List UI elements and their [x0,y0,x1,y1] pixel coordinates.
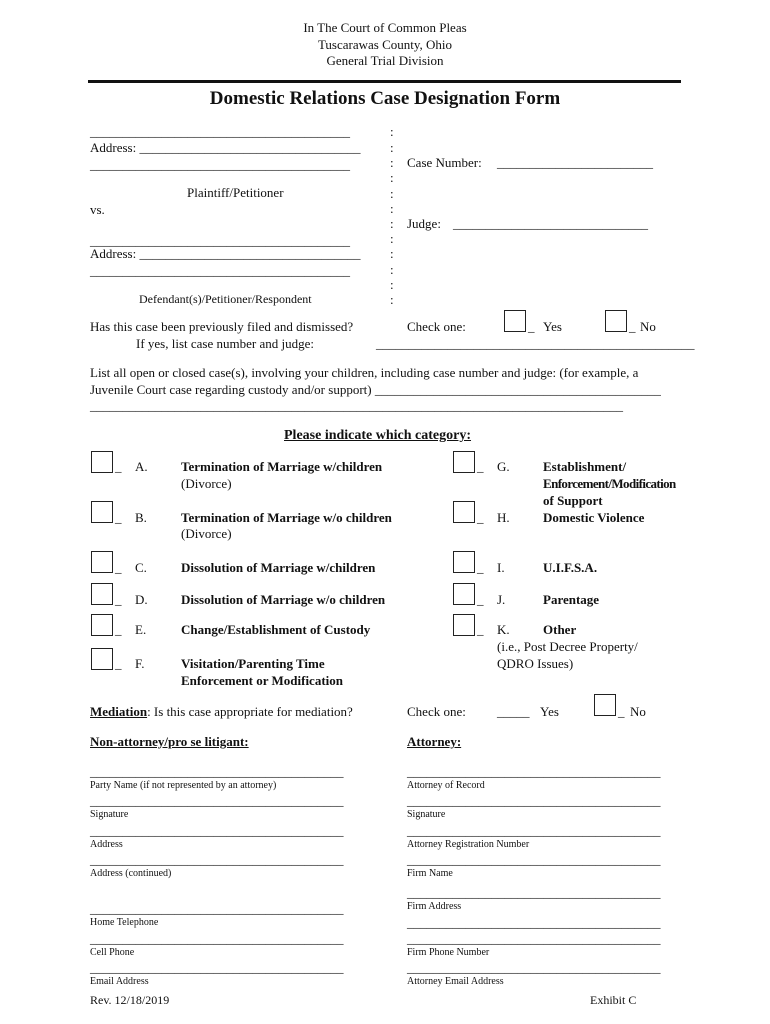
category-a-label: Termination of Marriage w/children [181,459,383,474]
category-b-blank: _ [115,510,122,525]
caption-colon: : [390,140,394,155]
plaintiff-label: Plaintiff/Petitioner [187,185,284,200]
category-g-checkbox[interactable] [453,451,475,473]
category-c-blank: _ [115,560,122,575]
mediation-no-label: No [630,704,646,719]
caption-colon: : [390,262,394,277]
category-f-checkbox[interactable] [91,648,113,670]
judge-field[interactable]: ______________________________ [453,216,648,231]
plaintiff-address-field[interactable]: Address: __________________________________ [90,140,361,155]
header-rule [88,80,681,83]
form-title: Domestic Relations Case Designation Form [209,88,561,109]
attorney-email-line[interactable]: _______________________________________ [407,960,661,975]
category-j-blank: _ [477,592,484,607]
firm-address-line2[interactable]: _______________________________________ [407,915,661,930]
party-signature-line[interactable]: _______________________________________ [90,793,344,808]
party-home-telephone-label: Home Telephone [90,917,159,928]
pro-se-heading: Non-attorney/pro se litigant: [90,734,249,749]
mediation-question-text: : Is this case appropriate for mediation? [147,704,353,719]
caption-colon: : [390,186,394,201]
prior-case-no-checkbox[interactable] [605,310,627,332]
caption-colon: : [390,170,394,185]
firm-name-line[interactable]: _______________________________________ [407,852,661,867]
plaintiff-name-field[interactable]: ________________________________________ [90,124,350,139]
category-a-checkbox[interactable] [91,451,113,473]
prior-case-no-label: No [640,319,656,334]
category-f-label: Visitation/Parenting Time [181,656,325,671]
case-number-field[interactable]: ________________________ [497,155,653,170]
party-cell-phone-line[interactable]: _______________________________________ [90,931,344,946]
prior-case-details-field[interactable]: _________________________________________________ [376,336,695,351]
mediation-no-checkbox[interactable] [594,694,616,716]
category-e-checkbox[interactable] [91,614,113,636]
firm-name-label: Firm Name [407,868,453,879]
category-d-blank: _ [115,592,122,607]
category-c-checkbox[interactable] [91,551,113,573]
category-b-label: Termination of Marriage w/o children [181,510,392,525]
attorney-signature-label: Signature [407,809,446,820]
category-b-checkbox[interactable] [91,501,113,523]
category-heading: Please indicate which category: [284,428,472,443]
attorney-of-record-label: Attorney of Record [407,780,485,791]
defendant-name-field[interactable]: ________________________________________ [90,233,350,248]
attorney-heading: Attorney: [407,734,462,749]
category-k-blank: _ [477,622,484,637]
category-e-blank: _ [115,622,122,637]
defendant-address-line2-field[interactable]: ________________________________________ [90,263,350,278]
category-b-sub: (Divorce) [181,526,232,541]
caption-colon: : [390,216,394,231]
category-d-checkbox[interactable] [91,583,113,605]
category-f-sub: Enforcement or Modification [181,673,343,688]
category-d-label: Dissolution of Marriage w/o children [181,592,386,607]
judge-label: Judge: [407,216,441,231]
category-h-blank: _ [477,510,484,525]
prior-case-if-yes-label: If yes, list case number and judge: [136,336,314,351]
category-k-checkbox[interactable] [453,614,475,636]
category-g-label-line2: Enforcement/Modification [543,476,676,491]
attorney-of-record-line[interactable]: _______________________________________ [407,764,661,779]
division-name: General Trial Division [326,53,444,68]
firm-phone-line[interactable]: _______________________________________ [407,931,661,946]
category-e-label: Change/Establishment of Custody [181,622,371,637]
party-home-telephone-line[interactable]: _______________________________________ [90,901,344,916]
party-name-line[interactable]: _______________________________________ [90,764,344,779]
category-i-checkbox[interactable] [453,551,475,573]
county-name: Tuscarawas County, Ohio [317,37,453,52]
firm-phone-label: Firm Phone Number [407,947,490,958]
category-j-checkbox[interactable] [453,583,475,605]
category-k-letter: K. [497,622,510,637]
case-number-label: Case Number: [407,155,482,170]
category-a-letter: A. [135,459,148,474]
list-cases-field[interactable]: __________________________________________________________________________________ [90,398,623,413]
caption-colon: : [390,292,394,307]
attorney-email-label: Attorney Email Address [407,976,504,987]
prior-case-yes-checkbox[interactable] [504,310,526,332]
party-cell-phone-label: Cell Phone [90,947,135,958]
party-address-label: Address [90,839,123,850]
prior-case-check-one: Check one: [407,319,466,334]
list-cases-text-line2[interactable]: Juvenile Court case regarding custody and/or support) ____________________________________________ [90,382,661,397]
category-k-note-line2: QDRO Issues) [497,656,574,671]
revision-date: Rev. 12/18/2019 [90,993,170,1007]
party-address-continued-line[interactable]: _______________________________________ [90,852,344,867]
prior-case-yes-blank: _ [528,319,535,334]
vs-label: vs. [90,202,105,217]
caption-colon: : [390,231,394,246]
firm-address-label: Firm Address [407,901,462,912]
defendant-label: Defendant(s)/Petitioner/Respondent [139,292,312,306]
category-g-blank: _ [477,459,484,474]
exhibit-label: Exhibit C [590,993,637,1007]
category-c-label: Dissolution of Marriage w/children [181,560,376,575]
caption-colon: : [390,155,394,170]
category-k-label: Other [543,622,577,637]
category-c-letter: C. [135,560,147,575]
category-b-letter: B. [135,510,147,525]
caption-colon: : [390,201,394,216]
caption-colon: : [390,246,394,261]
prior-case-question: Has this case been previously filed and dismissed? [90,319,354,334]
firm-address-line[interactable]: _______________________________________ [407,885,661,900]
category-g-letter: G. [497,459,510,474]
caption-colon: : [390,277,394,292]
mediation-check-one: Check one: [407,704,466,719]
category-a-sub: (Divorce) [181,476,232,491]
prior-case-no-blank: _ [629,319,636,334]
category-i-letter: I. [497,560,505,575]
category-f-letter: F. [135,656,145,671]
plaintiff-address-line2-field[interactable]: ________________________________________ [90,157,350,172]
list-cases-text: List all open or closed case(s), involving your children, including case number and judge: (for example, a [90,365,639,380]
party-email-line[interactable]: _______________________________________ [90,960,344,975]
caption-colon: : [390,124,394,139]
category-g-label-line3: of Support [543,493,603,508]
category-e-letter: E. [135,622,147,637]
category-i-label: U.I.F.S.A. [543,560,598,575]
party-email-label: Email Address [90,976,149,987]
category-h-checkbox[interactable] [453,501,475,523]
mediation-label: Mediation [90,704,148,719]
mediation-no-blank: _ [618,704,625,719]
category-h-letter: H. [497,510,510,525]
court-name: In The Court of Common Pleas [303,20,467,35]
category-j-label: Parentage [543,592,600,607]
mediation-question [90,704,353,720]
mediation-yes-blank[interactable]: _____ [497,704,530,719]
party-address-line[interactable]: _______________________________________ [90,823,344,838]
category-j-letter: J. [497,592,506,607]
category-g-label: Establishment/ [543,459,627,474]
attorney-registration-line[interactable]: _______________________________________ [407,823,661,838]
category-k-note: (i.e., Post Decree Property/ [497,639,638,654]
mediation-yes-label: Yes [540,704,559,719]
party-address-continued-label: Address (continued) [90,868,172,879]
category-i-blank: _ [477,560,484,575]
party-signature-label: Signature [90,809,129,820]
attorney-registration-label: Attorney Registration Number [407,839,530,850]
defendant-address-field[interactable]: Address: __________________________________ [90,246,361,261]
category-f-blank: _ [115,656,122,671]
prior-case-yes-label: Yes [543,319,562,334]
category-h-label: Domestic Violence [543,510,645,525]
category-a-blank: _ [115,459,122,474]
attorney-signature-line[interactable]: _______________________________________ [407,793,661,808]
party-name-label: Party Name (if not represented by an attorney) [90,780,277,791]
category-d-letter: D. [135,592,148,607]
